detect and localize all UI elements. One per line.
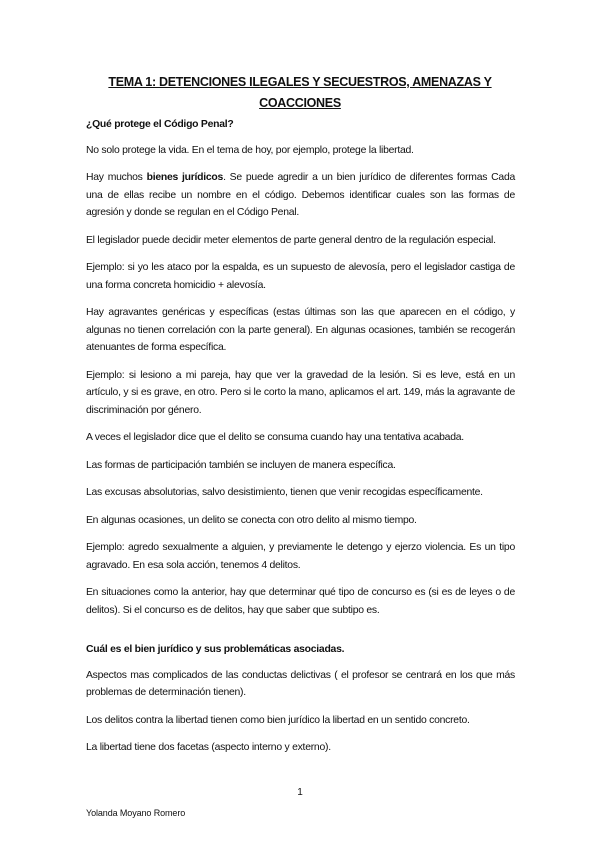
paragraph-15: La libertad tiene dos facetas (aspecto interno y externo). [86, 742, 331, 753]
section-heading-codigo-penal: ¿Qué protege el Código Penal? [86, 119, 234, 130]
bold-term-bienes-juridicos: bienes jurídicos [146, 172, 224, 183]
paragraph-4: Ejemplo: si yo les ataco por la espalda, es un supuesto de alevosía, pero el legislador castiga de una forma concreta homicidio + alevosía. [86, 262, 515, 291]
paragraph-9: Las excusas absolutorias, salvo desistimiento, tienen que venir recogidas específicamente. [86, 487, 483, 498]
paragraph-8: Las formas de participación también se incluyen de manera específica. [86, 459, 396, 471]
document-body [86, 116, 515, 767]
paragraph-2-intro: Hay muchos [86, 172, 147, 183]
paragraph-14: Los delitos contra la libertad tienen como bien jurídico la libertad en un sentido concreto. [86, 714, 470, 726]
document-title: TEMA 1: DETENCIONES ILEGALES Y SECUESTROS, AMENAZAS Y COACCIONES [108, 75, 492, 110]
paragraph-2 [86, 169, 515, 222]
section-heading-bien-juridico: Cuál es el bien jurídico y sus problemáticas asociadas. [86, 644, 345, 655]
paragraph-7: A veces el legislador dice que el delito se consuma cuando hay una tentativa acabada. [86, 432, 464, 443]
paragraph-6: Ejemplo: si lesiono a mi pareja, hay que ver la gravedad de la lesión. Si es leve, está en un artículo, y si es grave, en otro. Pero si le corto la mano, aplicamos el art. 149, más la agravante de discriminación por género. [86, 369, 515, 416]
paragraph-2-rest: . Se puede agredir a un bien jurídico de diferentes formas Cada una de ellas recibe un nombre en el código. Debemos identificar cuales son las formas de agresión y donde se regulan en el Código Penal. [86, 172, 516, 218]
paragraph-5: Hay agravantes genéricas y específicas (estas últimas son las que aparecen en el código, y algunas no tienen correlación con la parte general). En algunas ocasiones, también se recogerán atenuantes de forma específica. [86, 307, 515, 353]
paragraph-11: Ejemplo: agredo sexualmente a alguien, y previamente le detengo y ejerzo violencia. Es un tipo agravado. En esa sola acción, tenemos 4 delitos. [86, 542, 515, 571]
paragraph-13: Aspectos mas complicados de las conductas delictivas ( el profesor se centrará en los que más problemas de determinación tienen). [86, 669, 515, 698]
page-number: 1 [297, 787, 303, 798]
paragraph-1: No solo protege la vida. En el tema de hoy, por ejemplo, protege la libertad. [86, 144, 414, 156]
paragraph-10: En algunas ocasiones, un delito se conecta con otro delito al mismo tiempo. [86, 514, 417, 526]
paragraph-12: En situaciones como la anterior, hay que determinar qué tipo de concurso es (si es de leyes o de delitos). Si el concurso es de delitos, hay que saber que subtipo es. [86, 587, 515, 616]
footer-author: Yolanda Moyano Romero [86, 808, 186, 818]
paragraph-3: El legislador puede decidir meter elementos de parte general dentro de la regulación especial. [86, 234, 496, 246]
